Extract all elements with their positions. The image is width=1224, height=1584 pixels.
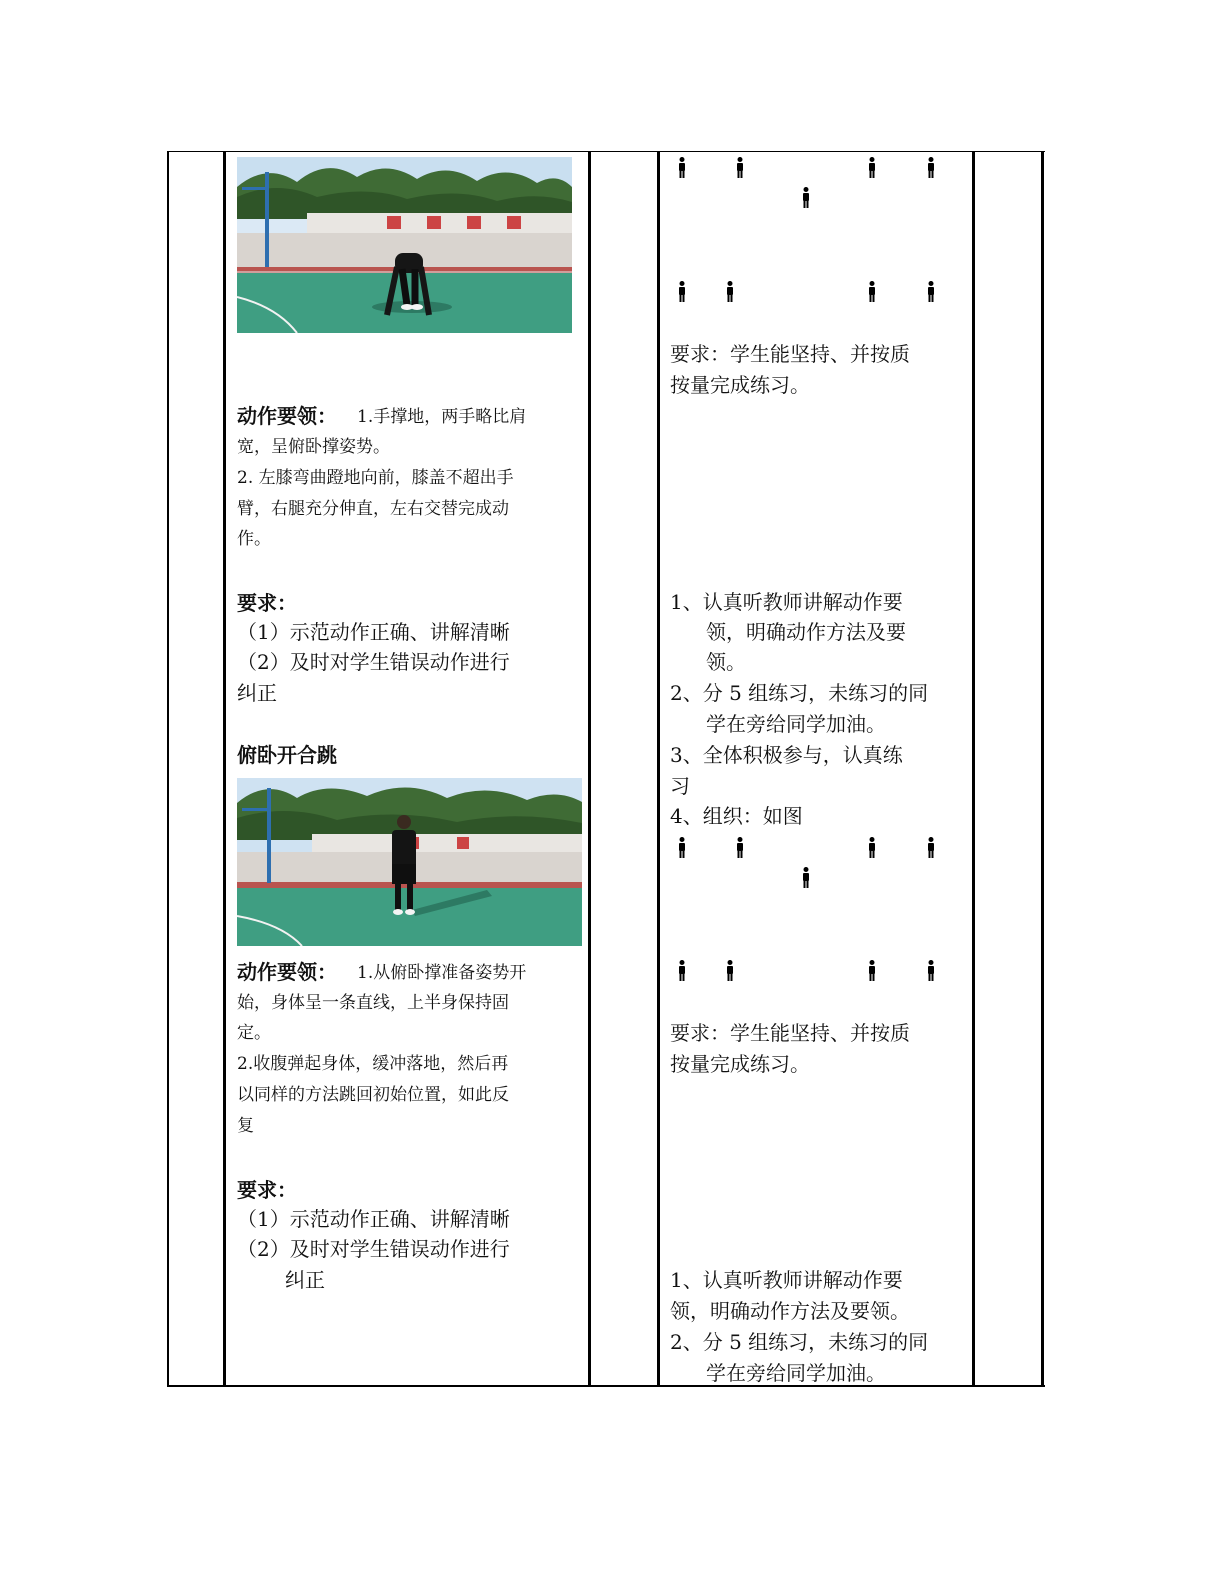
person-icon xyxy=(678,960,686,982)
person-icon xyxy=(726,281,734,303)
req-top-line1: 要求：学生能坚持、并按质 xyxy=(670,342,910,366)
section-title: 俯卧开合跳 xyxy=(237,743,337,767)
table-divider-4 xyxy=(972,152,975,1385)
req1-heading: 要求： xyxy=(237,591,297,615)
req2-line2: （2）及时对学生错误动作进行 xyxy=(237,1237,510,1261)
demo-photo-mountain-climber xyxy=(237,157,572,333)
block1-line1: 1.手撑地，两手略比肩 xyxy=(357,407,527,427)
person-icon xyxy=(802,867,810,889)
person-icon xyxy=(726,960,734,982)
block2-line4: 2.收腹弹起身体，缓冲落地，然后再 xyxy=(237,1054,509,1074)
person-icon xyxy=(927,837,935,859)
person-icon xyxy=(736,157,744,179)
req-top-line2: 按量完成练习。 xyxy=(670,373,810,397)
person-icon xyxy=(678,281,686,303)
table-divider-2 xyxy=(588,152,591,1385)
block1-line2: 宽，呈俯卧撑姿势。 xyxy=(237,437,390,457)
list1-item1b: 领，明确动作方法及要 xyxy=(706,620,906,644)
req-mid-line2: 按量完成练习。 xyxy=(670,1052,810,1076)
person-icon xyxy=(927,157,935,179)
block1-line3: 2. 左膝弯曲蹬地向前，膝盖不超出手 xyxy=(237,468,514,488)
person-icon xyxy=(802,187,810,209)
table-divider-1 xyxy=(223,152,226,1385)
list1-item3a: 3、全体积极参与，认真练 xyxy=(670,743,903,767)
list1-item2a: 2、分 5 组练习，未练习的同 xyxy=(670,681,929,705)
list1-item1a: 1、认真听教师讲解动作要 xyxy=(670,590,903,614)
person-icon xyxy=(868,281,876,303)
list1-item2b: 学在旁给同学加油。 xyxy=(706,712,886,736)
block2-line3: 定。 xyxy=(237,1023,271,1043)
table-border-right xyxy=(1041,152,1044,1385)
block2-line1: 1.从俯卧撑准备姿势开 xyxy=(357,963,527,983)
block2-line5: 以同样的方法跳回初始位置，如此反 xyxy=(237,1085,509,1105)
req2-heading: 要求： xyxy=(237,1178,297,1202)
req2-line1: （1）示范动作正确、讲解清晰 xyxy=(237,1207,510,1231)
list1-item4: 4、组织：如图 xyxy=(670,804,803,828)
block2-line6: 复 xyxy=(237,1116,254,1136)
req1-line1: （1）示范动作正确、讲解清晰 xyxy=(237,620,510,644)
block1-line4: 臂，右腿充分伸直，左右交替完成动 xyxy=(237,499,509,519)
person-icon xyxy=(927,281,935,303)
person-icon xyxy=(927,960,935,982)
person-icon xyxy=(868,960,876,982)
req1-line3: 纠正 xyxy=(237,681,277,705)
list1-item3b: 习 xyxy=(670,774,690,798)
req-mid-line1: 要求：学生能坚持、并按质 xyxy=(670,1021,910,1045)
req1-line2: （2）及时对学生错误动作进行 xyxy=(237,650,510,674)
person-icon xyxy=(868,837,876,859)
list1-item1c: 领。 xyxy=(706,650,746,674)
list2-item2a: 2、分 5 组练习，未练习的同 xyxy=(670,1330,929,1354)
person-icon xyxy=(678,157,686,179)
block2-line2: 始，身体呈一条直线，上半身保持固 xyxy=(237,993,509,1013)
person-icon xyxy=(868,157,876,179)
block2-heading: 动作要领： xyxy=(237,960,337,984)
demo-photo-jumping-jack xyxy=(237,778,582,946)
list2-item1b: 领，明确动作方法及要领。 xyxy=(670,1299,910,1323)
person-icon xyxy=(736,837,744,859)
list2-item2b: 学在旁给同学加油。 xyxy=(706,1361,886,1385)
list2-item1a: 1、认真听教师讲解动作要 xyxy=(670,1268,903,1292)
req2-line3: 纠正 xyxy=(285,1268,325,1292)
table-border-left xyxy=(167,152,169,1385)
person-icon xyxy=(678,837,686,859)
block1-heading: 动作要领： xyxy=(237,404,337,428)
block1-line5: 作。 xyxy=(237,529,271,549)
table-divider-3 xyxy=(657,152,660,1385)
